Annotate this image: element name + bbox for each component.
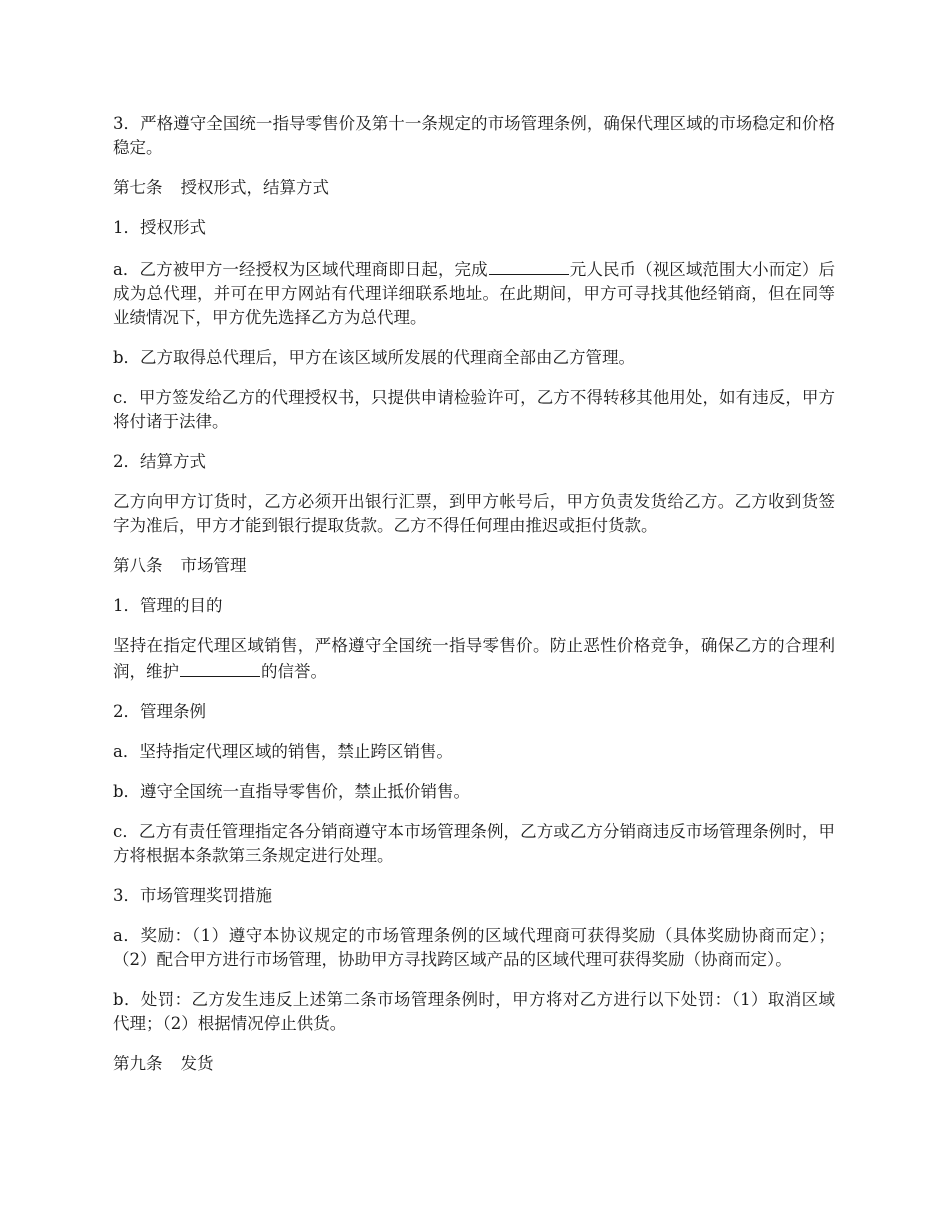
section-heading-rewards-penalties — [113, 884, 835, 908]
paragraph-item-b-regulations — [113, 780, 835, 804]
paragraph-item-c-authorization — [113, 386, 835, 434]
paragraph-text: 乙方向甲方订货时，乙方必须开出银行汇票，到甲方帐号后，甲方负责发货给乙方。乙方收到货签字为准后，甲方才能到银行提取货款。乙方不得任何理由推迟或拒付货款。 — [113, 492, 835, 535]
paragraph-text: c．甲方签发给乙方的代理授权书，只提供申请检验许可，乙方不得转移其他用处，如有违反，甲方将付诸于法律。 — [113, 388, 835, 431]
paragraph-purpose — [113, 634, 835, 684]
paragraph-item-a-authorization — [113, 256, 835, 330]
section-heading-purpose — [113, 594, 835, 618]
article-number: 第八条 — [113, 556, 163, 575]
article-title: 发货 — [180, 1054, 214, 1073]
article-7-heading — [113, 176, 835, 200]
fill-in-blank — [180, 658, 260, 677]
paragraph-text: 坚持在指定代理区域销售，严格遵守全国统一指导零售价。防止恶性价格竞争，确保乙方的合理利润，维护 — [113, 636, 835, 681]
section-text: 3．市场管理奖罚措施 — [113, 886, 272, 905]
section-heading-regulations — [113, 700, 835, 724]
fill-in-blank — [489, 256, 569, 275]
article-title: 市场管理 — [180, 556, 247, 575]
paragraph-text: b．乙方取得总代理后，甲方在该区域所发展的代理商全部由乙方管理。 — [113, 348, 636, 367]
paragraph-item-c-regulations — [113, 820, 835, 868]
section-text: 1．管理的目的 — [113, 596, 223, 615]
paragraph-item-a-rewards — [113, 924, 835, 972]
paragraph-text: b．处罚：乙方发生违反上述第二条市场管理条例时，甲方将对乙方进行以下处罚：（1）取消区域代理；（2）根据情况停止供货。 — [113, 990, 835, 1033]
document-body — [113, 112, 835, 1092]
article-number: 第七条 — [113, 178, 163, 197]
article-number: 第九条 — [113, 1054, 163, 1073]
section-heading-authorization — [113, 216, 835, 240]
paragraph-item-b-penalties — [113, 988, 835, 1036]
section-text: 2．结算方式 — [113, 452, 206, 471]
paragraph-item-a-regulations — [113, 740, 835, 764]
paragraph-text: 元人民币（视区域范围大小而定）后成为总代理，并可在甲方网站有代理详细联系地址。在此期间，甲方可寻找其他经销商，但在同等业绩情况下，甲方优先选择乙方为总代理。 — [113, 260, 835, 327]
section-text: 2．管理条例 — [113, 702, 206, 721]
article-9-heading — [113, 1052, 835, 1076]
section-text: 1．授权形式 — [113, 218, 206, 237]
paragraph-item-b-authorization — [113, 346, 835, 370]
article-title: 授权形式，结算方式 — [180, 178, 329, 197]
paragraph-text: b．遵守全国统一直指导零售价，禁止抵价销售。 — [113, 782, 471, 801]
paragraph-text: a．乙方被甲方一经授权为区域代理商即日起，完成 — [113, 260, 488, 279]
paragraph-settlement — [113, 490, 835, 538]
paragraph-text: 的信誉。 — [261, 662, 327, 681]
paragraph-text: a．坚持指定代理区域的销售，禁止跨区销售。 — [113, 742, 453, 761]
paragraph-text: c．乙方有责任管理指定各分销商遵守本市场管理条例，乙方或乙方分销商违反市场管理条例时，甲方将根据本条款第三条规定进行处理。 — [113, 822, 835, 865]
paragraph-text: a．奖励：（1）遵守本协议规定的市场管理条例的区域代理商可获得奖励（具体奖励协商而定）；（2）配合甲方进行市场管理，协助甲方寻找跨区域产品的区域代理可获得奖励（协商而定）。 — [113, 926, 835, 969]
article-8-heading — [113, 554, 835, 578]
section-heading-settlement — [113, 450, 835, 474]
paragraph-clause-3 — [113, 112, 835, 160]
paragraph-text: 3．严格遵守全国统一指导零售价及第十一条规定的市场管理条例，确保代理区域的市场稳定和价格稳定。 — [113, 114, 835, 157]
